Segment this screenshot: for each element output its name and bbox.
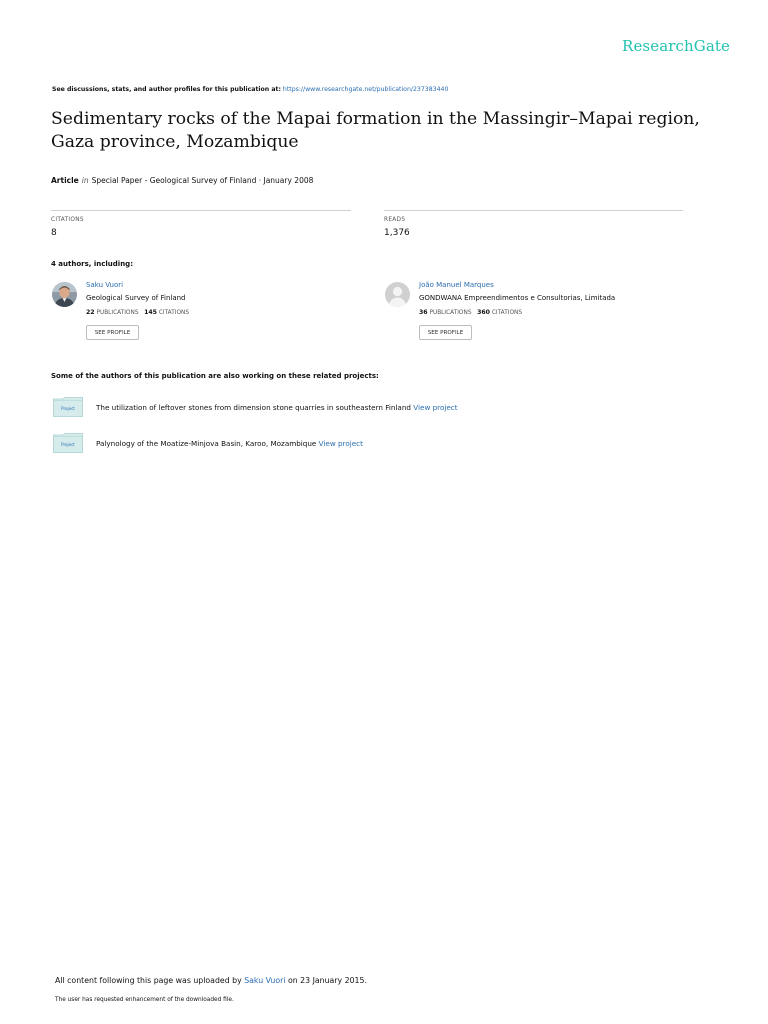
project-folder-icon	[53, 397, 83, 417]
citations-label: CITATIONS	[491, 310, 523, 316]
publications-label: PUBLICATIONS	[429, 310, 472, 316]
author-stats	[419, 309, 522, 316]
view-project-link[interactable]: View project	[413, 403, 458, 412]
reads-label: READS	[384, 217, 406, 223]
reads-value: 1,376	[384, 228, 410, 238]
uploader-link[interactable]: Saku Vuori	[244, 976, 286, 985]
enhancement-note: The user has requested enhancement of the downloaded file.	[55, 997, 234, 1003]
author-name-link[interactable]: Saku Vuori	[86, 281, 124, 289]
citations-value: 8	[51, 228, 57, 238]
researchgate-logo[interactable]: ResearchGate	[622, 37, 730, 55]
citations-divider	[51, 210, 351, 211]
citations-label: CITATIONS	[158, 310, 190, 316]
project-icon-label: Project	[61, 442, 75, 447]
project-folder-icon	[53, 433, 83, 453]
discussion-label: See discussions, stats, and author profiles for this publication at:	[52, 86, 281, 93]
project-item	[96, 403, 458, 412]
citations-count: 145	[144, 309, 157, 316]
see-profile-button[interactable]: SEE PROFILE	[419, 325, 472, 340]
avatar-saku-vuori[interactable]	[52, 282, 77, 307]
author-stats	[86, 309, 189, 316]
project-title: The utilization of leftover stones from dimension stone quarries in southeastern Finland	[96, 403, 411, 412]
publication-title: Sedimentary rocks of the Mapai formation in the Massingir–Mapai region, Gaza province, Mozambique	[51, 109, 700, 152]
publications-count: 22	[86, 309, 95, 316]
project-title: Palynology of the Moatize-Minjova Basin, Karoo, Mozambique	[96, 439, 317, 448]
upload-info	[55, 976, 367, 985]
publication-source: Special Paper - Geological Survey of Finland · January 2008	[91, 176, 314, 185]
in-word: in	[81, 176, 89, 185]
publications-label: PUBLICATIONS	[96, 310, 139, 316]
project-icon-label: Project	[61, 406, 75, 411]
author-name-link[interactable]: João Manuel Marques	[419, 281, 494, 289]
discussion-line	[52, 86, 448, 93]
publication-type: Article	[51, 176, 79, 185]
author-institution: GONDWANA Empreendimentos e Consultorias, Limitada	[419, 294, 616, 302]
citations-label: CITATIONS	[51, 217, 84, 223]
publications-count: 36	[419, 309, 428, 316]
upload-prefix: All content following this page was uploaded by	[55, 976, 242, 985]
publication-url-link[interactable]: https://www.researchgate.net/publication/237383440	[282, 86, 449, 93]
avatar-joao-manuel-marques[interactable]	[385, 282, 410, 307]
author-institution: Geological Survey of Finland	[86, 294, 186, 302]
citations-count: 360	[477, 309, 490, 316]
upload-date: on 23 January 2015.	[287, 976, 367, 985]
reads-divider	[384, 210, 683, 211]
projects-heading: Some of the authors of this publication are also working on these related projects:	[51, 372, 379, 380]
default-avatar-icon	[385, 282, 410, 307]
authors-heading: 4 authors, including:	[51, 260, 133, 268]
person-photo-icon	[52, 282, 77, 307]
project-item	[96, 439, 363, 448]
view-project-link[interactable]: View project	[318, 439, 363, 448]
publication-meta	[51, 176, 313, 185]
see-profile-button[interactable]: SEE PROFILE	[86, 325, 139, 340]
